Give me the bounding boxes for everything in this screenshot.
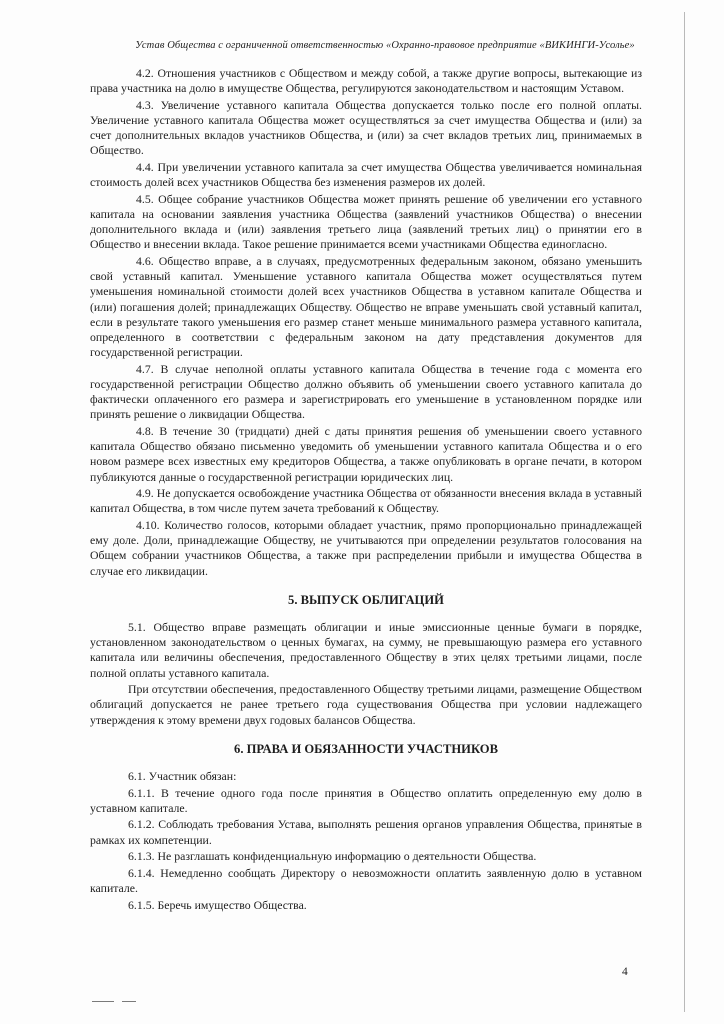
paragraph-4-4: 4.4. При увеличении уставного капитала за счет имущества Общества увеличивается номинальная стоимость долей всех участников Общества без изменения размеров их долей. <box>90 160 642 190</box>
paragraph-6-1-1: 6.1.1. В течение одного года после принятия в Общество оплатить определенную ему долю в уставном капитале. <box>90 785 642 815</box>
scan-edge-line <box>684 12 685 1012</box>
paragraph-5-note: При отсутствии обеспечения, предоставленного Обществу третьими лицами, размещение Обществом облигаций допускается не ранее третьего года существования Общества при условии надлежащего утверждения к этому времени двух годовых балансов Общества. <box>90 682 642 727</box>
paragraph-4-7: 4.7. В случае неполной оплаты уставного капитала Общества в течение года с момента его государственной регистрации Общество должно объявить об уменьшении своего уставного капитала до фактически оплаченного его размера и зарегистрировать его уменьшение в установленном порядке или принять решение о ликвидации Общества. <box>90 361 642 422</box>
paragraph-4-5: 4.5. Общее собрание участников Общества может принять решение об увеличении его уставного капитала на основании заявления участника Общества (заявлений участников Общества) о внесении дополнительного вклада и (или) заявления третьего лица (заявлений третьих лиц) о принятии его в Общество и внесении вклада. Такое решение принимается всеми участниками Общества единогласно. <box>90 191 642 252</box>
scan-mark <box>92 1001 114 1002</box>
paragraph-6-1-3: 6.1.3. Не разглашать конфиденциальную информацию о деятельности Общества. <box>128 849 537 864</box>
document-body <box>90 66 642 914</box>
paragraph-6-1: 6.1. Участник обязан: <box>128 769 237 784</box>
paragraph-4-6: 4.6. Общество вправе, а в случаях, предусмотренных федеральным законом, обязано уменьшить свой уставный капитал. Уменьшение уставного капитала Общества может осуществляться путем уменьшения номинальной стоимости долей всех участников Общества в уставном капитале Общества и (или) погашения долей; принадлежащих Обществу. Общество не вправе уменьшать свой уставный капитал, если в результате такого уменьшения его размер станет меньше минимального размера уставного капитала, определенного в соответствии с федеральным законом на дату представления документов для государственной регистрации. <box>90 254 642 360</box>
page-number: 4 <box>622 966 628 978</box>
paragraph-6-1-4: 6.1.4. Немедленно сообщать Директору о невозможности оплатить заявленную долю в уставном капитале. <box>90 865 642 896</box>
paragraph-6-1-2: 6.1.2. Соблюдать требования Устава, выполнять решения органов управления Общества, принятые в рамках их компетенции. <box>90 817 642 847</box>
section-6-title: 6. ПРАВА И ОБЯЗАННОСТИ УЧАСТНИКОВ <box>234 741 498 756</box>
document-header: Устав Общества с ограниченной ответственностью «Охранно-правовое предприятие «ВИКИНГИ-Усолье» <box>135 40 635 51</box>
paragraph-5-1: 5.1. Общество вправе размещать облигации и иные эмиссионные ценные бумаги в порядке, установленном законодательством о ценных бумагах, на сумму, не превышающую размера его уставного капитала или величины обеспечения, предоставленного Обществу в этих целях третьими лицами, после полной оплаты уставного капитала. <box>90 620 642 680</box>
scan-mark <box>122 1001 136 1002</box>
paragraph-6-1-5: 6.1.5. Беречь имущество Общества. <box>128 897 307 912</box>
paragraph-4-10: 4.10. Количество голосов, которыми обладает участник, прямо пропорционально принадлежащей ему доле. Доли, принадлежащие Обществу, не учитываются при определении результатов голосования на Общем собрании участников Общества, а также при распределении прибыли и имущества Общества в случае его ликвидации. <box>90 518 642 578</box>
paragraph-4-9: 4.9. Не допускается освобождение участника Общества от обязанности внесения вклада в уставный капитал Общества, в том числе путем зачета требований к Обществу. <box>90 486 642 516</box>
paragraph-4-2: 4.2. Отношения участников с Обществом и между собой, а также другие вопросы, вытекающие из права участника на долю в имуществе Общества, регулируются законодательством и настоящим Уставом. <box>90 66 642 96</box>
section-5-title: 5. ВЫПУСК ОБЛИГАЦИЙ <box>288 592 444 607</box>
paragraph-4-8: 4.8. В течение 30 (тридцати) дней с даты принятия решения об уменьшении своего уставного капитала Общество обязано письменно уведомить об уменьшении уставного капитала Общества и о его новом размере всех известных ему кредиторов Общества, а также опубликовать в органе печати, в котором публикуются данные о государственной регистрации юридических лиц. <box>90 424 642 484</box>
paragraph-4-3: 4.3. Увеличение уставного капитала Общества допускается только после его полной оплаты. Увеличение уставного капитала Общества может осуществляться за счет имущества Общества и (или) за счет дополнительных вкладов участников Общества, и (или) за счет вкладов третьих лиц, принимаемых в Общество. <box>90 97 642 158</box>
